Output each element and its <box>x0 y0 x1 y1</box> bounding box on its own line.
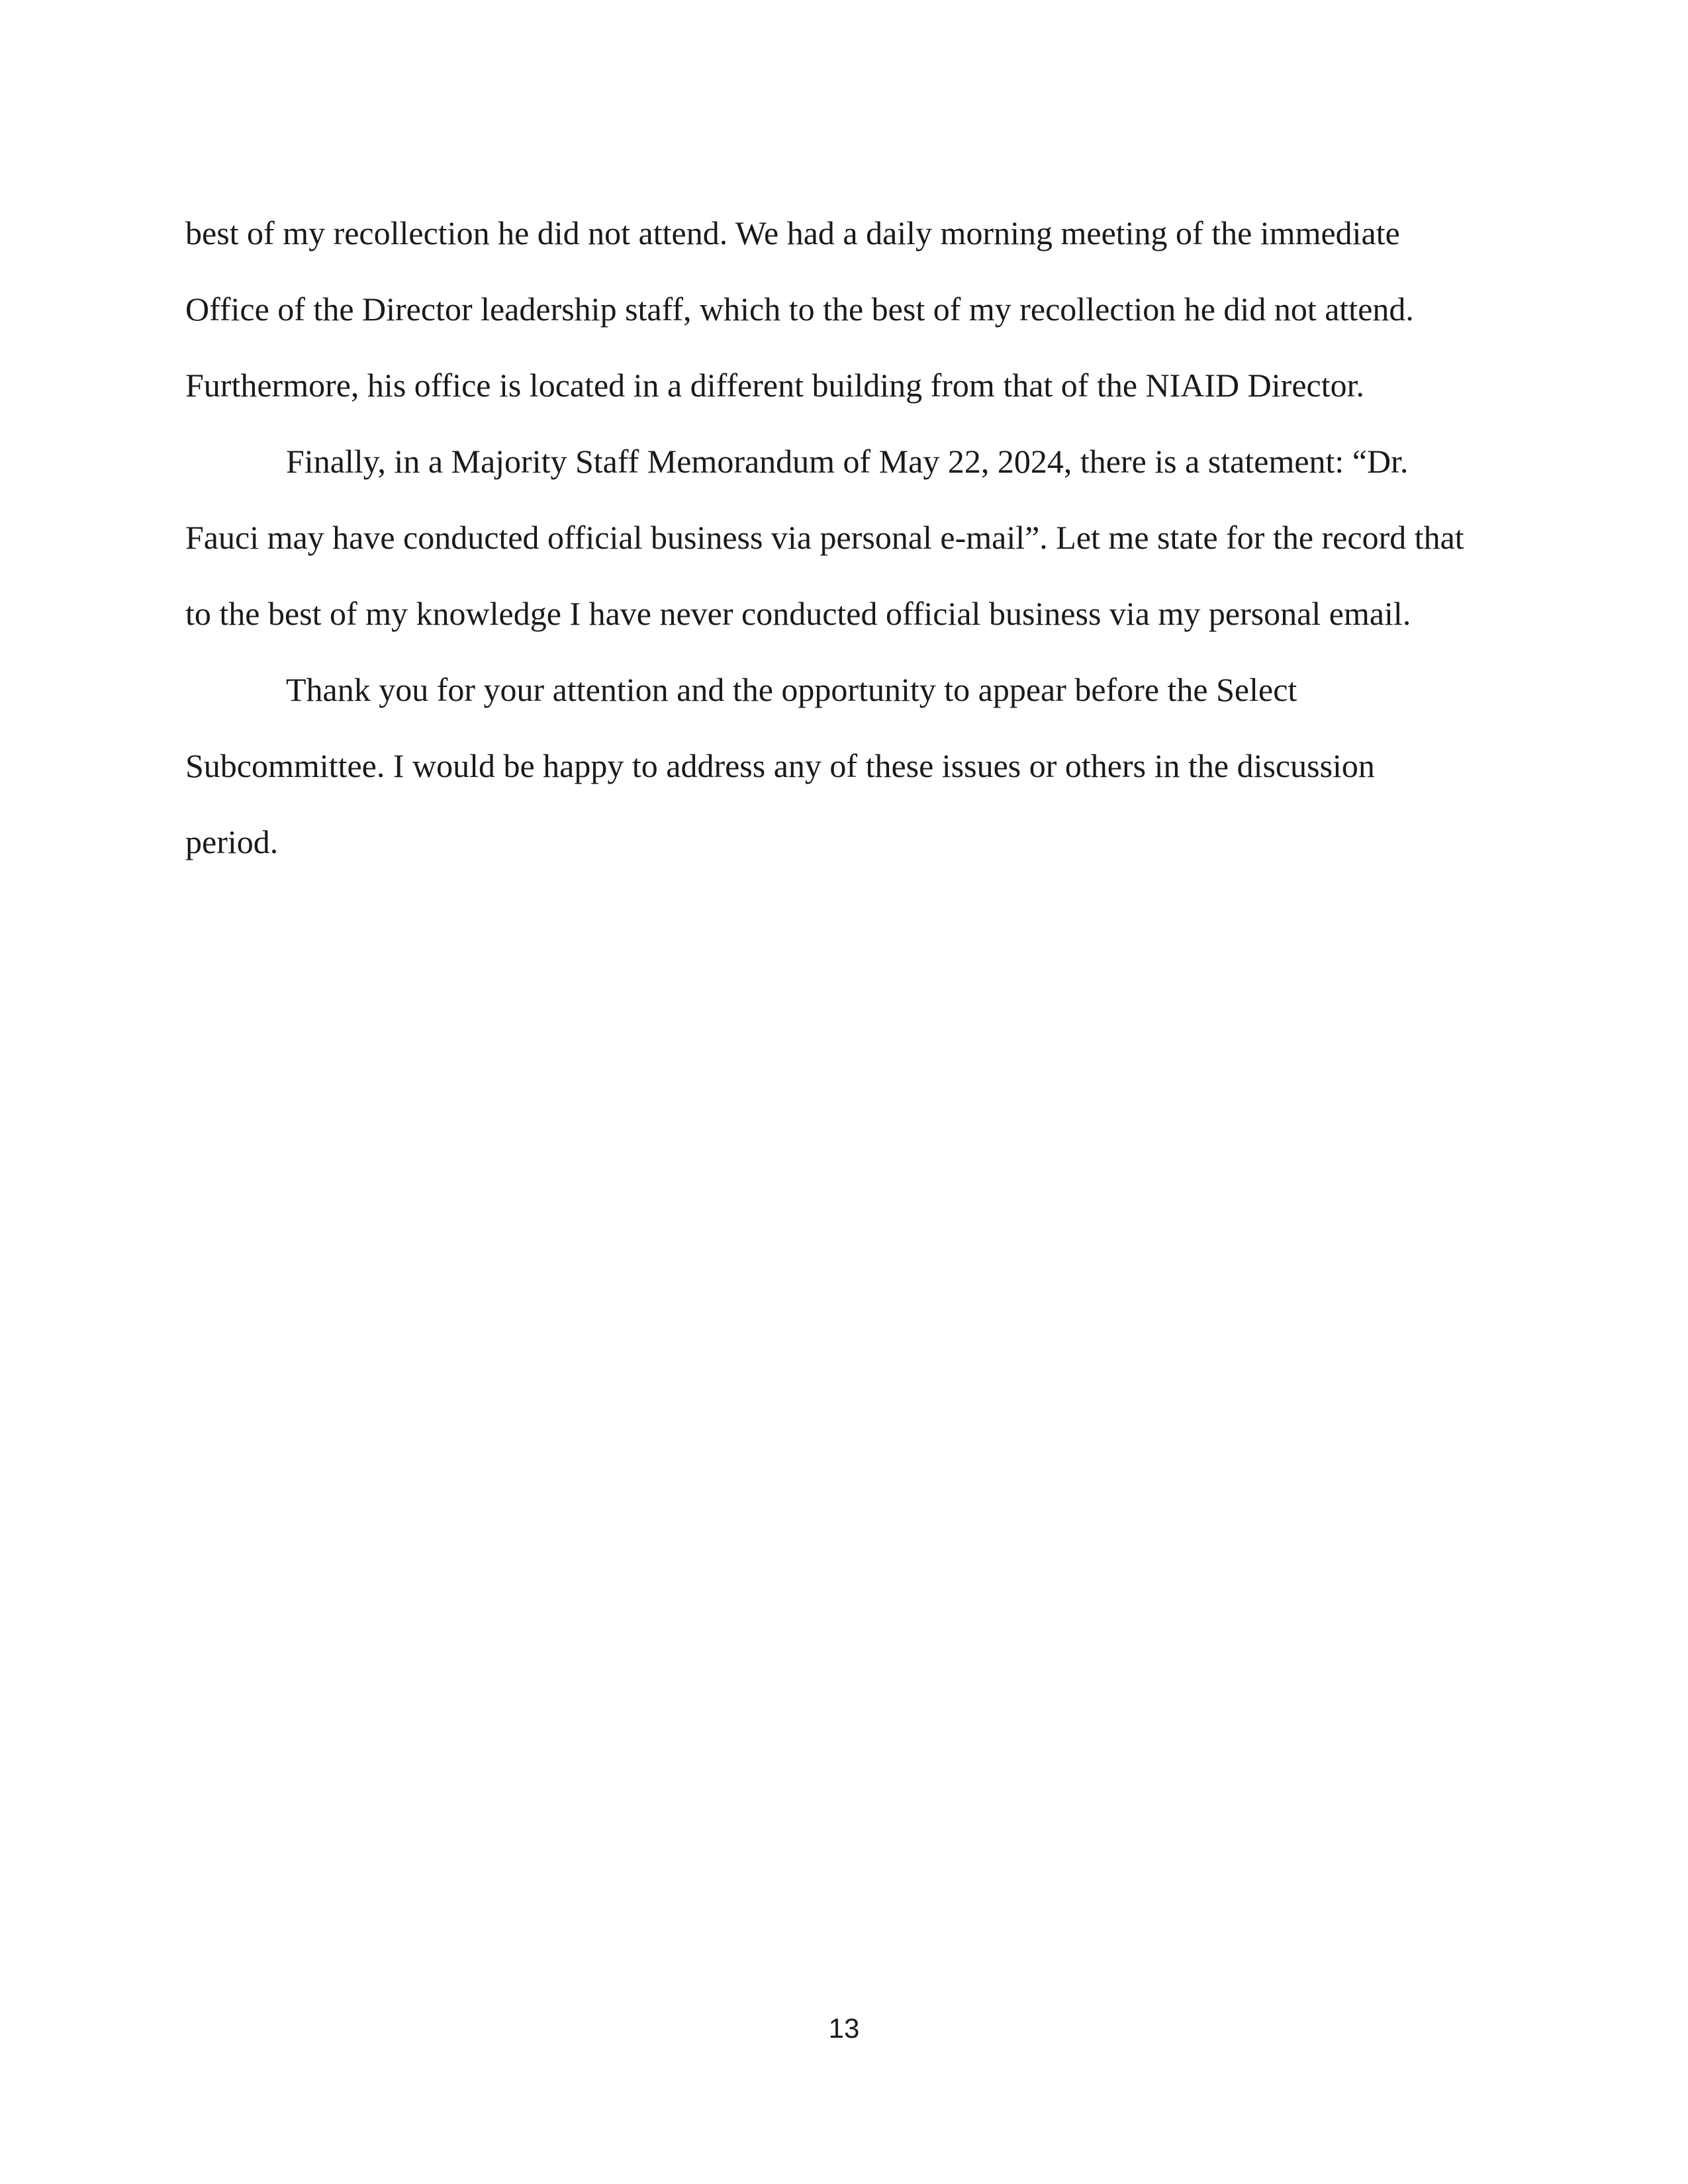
body-text-line: Furthermore, his office is located in a different building from that of the NIAID Director. <box>185 367 1364 404</box>
body-text-line: best of my recollection he did not attend. We had a daily morning meeting of the immediate <box>185 214 1400 251</box>
body-text-line: Office of the Director leadership staff, which to the best of my recollection he did not attend. <box>185 291 1414 328</box>
body-text-line: Fauci may have conducted official business via personal e-mail”. Let me state for the record that <box>185 519 1464 556</box>
body-text-line: period. <box>185 823 279 860</box>
body-text-line: to the best of my knowledge I have never conducted official business via my personal email. <box>185 595 1411 632</box>
body-text-line: Finally, in a Majority Staff Memorandum of May 22, 2024, there is a statement: “Dr. <box>286 443 1409 480</box>
body-text-line: Thank you for your attention and the opportunity to appear before the Select <box>286 671 1297 708</box>
page-number: 13 <box>828 2013 860 2044</box>
body-text-line: Subcommittee. I would be happy to address any of these issues or others in the discussion <box>185 747 1375 784</box>
